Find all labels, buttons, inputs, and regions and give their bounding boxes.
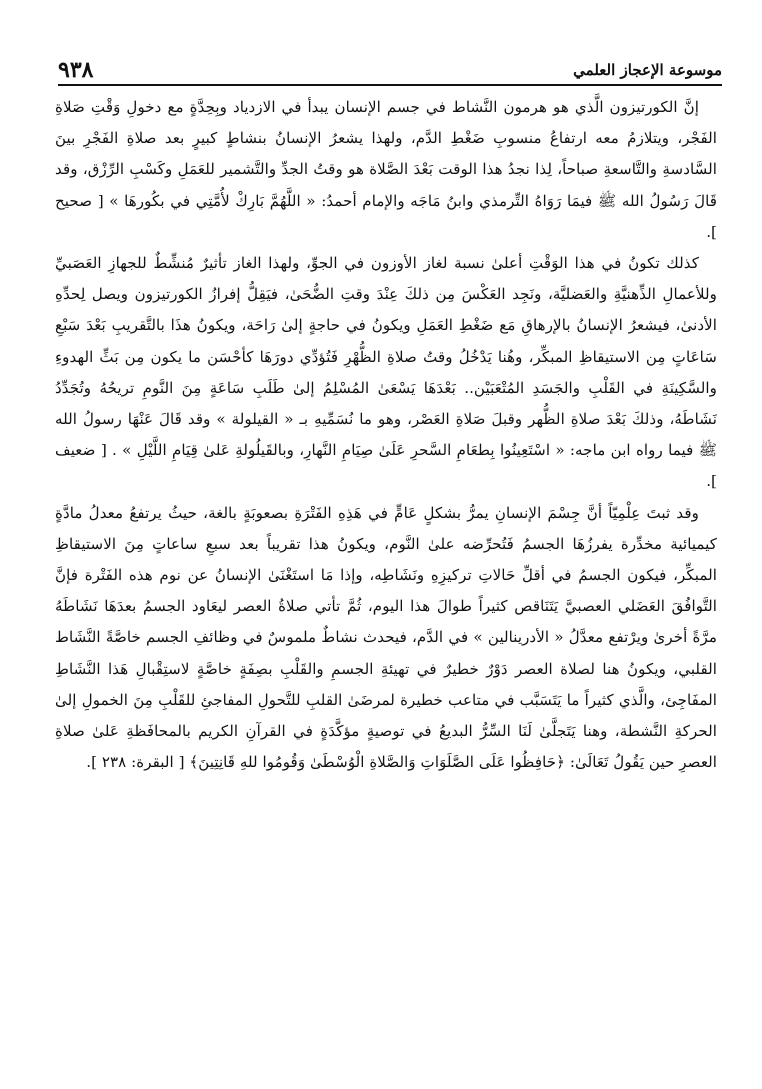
paragraph-morning-cortisol: إنَّ الكورتيزون الَّذي هو هرمون النَّشاط في جسم الإنسان يبدأ في الازدياد وبِحِدَّةٍ مع دخولِ وَقْتِ صَلاةِ الفَجْر، ويتلازمُ معه ارتفاعُ منسوبِ ضَغْطِ الدَّم، ولهذا يشعرُ الإنسانُ بنشاطٍ كبيرٍ بعد صلاةِ الفَجْرِ بينَ السَّادسةِ والتَّاسعةِ صباحاً، لِذا نجدُ هذا الوقت بَعْدَ الصَّلاة هو وقتُ الجدِّ والتَّشمير للعَمَلِ وكَسْبِ الرِّزْق، وقد قَالَ رَسُولُ الله ﷺ فيمَا رَوَاهُ التِّرمذي وابنُ مَاجَه والإمام أحمدُ: « اللَّهُمَّ بَارِكْ لأُمَّتِي في بكُورهَا » [ صحيح ]. [55, 98, 717, 241]
paragraph-ozone-noon-rest: كذلك تكونُ في هذا الوَقْتِ أعلىٰ نسبة لغاز الأوزون في الجوِّ، ولهذا الغاز تأثيرٌ مُنشِّطٌ للجهازِ العَصَبيِّ وللأعمالِ الذِّهنيَّةِ والعَضليَّة، ونَجِد العَكْسَ مِن ذلكَ عِنْدَ وقتِ الضُّحَىٰ، فيَقِلُّ إفرازُ الكورتيزون ويصل لِحدِّهِ الأدنىٰ، فيشعرُ الإنسانُ بالإرهاقِ مَع ضَغْطِ العَمَلِ ويكونُ في حاجةٍ إلىٰ رَاحَة، ويكونُ هذَا بالتَّقريبِ بَعْدَ سَبْعِ سَاعَاتٍ مِن الاستيقاظِ المبكِّر، وهُنا يَدْخُلُ وقتُ صلاةِ الظُّهْرِ فَتُؤدِّي دورَهَا كأحْسَن ما يكون مِن بَثِّ الهدوءِ والسَّكِينَةِ في القَلْبِ والجَسَدِ المُتْعَبَيْن.. بَعْدَهَا يَسْعَىٰ المُسْلِمُ إلىٰ طَلَبِ سَاعَةٍ مِنَ النَّومِ تريحُهُ وتُجَدِّدُ نَشَاطَهُ، وذلكَ بَعْدَ صلاةِ الظُّهر وقبلَ صَلاةِ العَصْر، وهو ما نُسَمِّيهِ بـ « القيلولة » وقد قَالَ عَنْهَا رسولُ الله ﷺ فيما رواه ابن ماجه: « اسْتَعِينُوا بِطعَامِ السَّحرِ عَلَىٰ صِيَامِ النَّهارِ، وبالقَيلُولةِ عَلىٰ قِيَامِ اللَّيْلِ » . [ ضعيف ]. [55, 254, 717, 491]
paragraph-asr-prayer: وقد ثبتَ عِلْمِيّاً أنَّ جِسْمَ الإنسانِ يمرُّ بشكلٍ عَامٍّ في هَذِهِ الفَتْرَةِ بصعوبَةٍ بالغة، حيثُ يرتفعُ معدلُ مادَّةٍ كيميائية مخدِّرة يفرزُهَا الجسمُ فَتُحرِّضه علىٰ النَّوم، ويكونُ هذا تقريباً بعد سبعِ ساعاتٍ مِنَ الاستيقاظِ المبكِّر، فيكون الجسمُ في أقلِّ حَالاتِ تركيزِهِ ونَشَاطِه، وإذا مَا استَغْنَىٰ الإنسانُ عن نوم هذه الفَتْرة فإنَّ التَّوافُقَ العَضَلي العصبيَّ يَتَنَاقص كثيراً طوالَ هذا اليوم، ثُمَّ تأتي صلاةُ العصر ليعَاود الجسمُ بعدَهَا نَشَاطَهُ مرَّةً أخرىٰ ويرْتفع معدَّلُ « الأدرينالين » في الدَّم، فيحدث نشاطٌ ملموسٌ في وظائفِ الجسم خاصَّةً النَّشَاط القلبي، ويكونُ هنا لصلاة العصر دَوْرٌ خطيرٌ في تهيئةِ الجسمِ والقَلْبِ بصِفَةٍ خاصَّةٍ لاستِقْبالِ هَذا النَّشَاطِ المفَاجِئ، والَّذي كثيراً ما يَتَسَبَّب في متاعب خطيرة لمرضَىٰ القلبِ للتَّحولِ المفاجئِ للقَلْبِ مِنَ الخمولِ إلىٰ الحركةِ النَّشطة، وهنا يَتَجلَّىٰ لَنَا السِّرُّ البديعُ في توصيةٍ مؤكَّدَةٍ في القرآنِ الكريم بالمحافَظةِ عَلىٰ صلاةِ العصرِ حين يَقُولُ تَعَالَىٰ: ﴿حَافِظُوا عَلَى الصَّلَوَاتِ وَالصَّلاةِ الْوُسْطَىٰ وَقُومُوا للهِ قَانِتِينَ﴾ [ البقرة: ٢٣٨ ]. [55, 503, 717, 772]
page-number: ٩٣٨ [58, 57, 94, 83]
page-header [58, 52, 722, 84]
header-divider [58, 84, 722, 86]
running-title: موسوعة الإعجاز العلمي [573, 61, 722, 79]
article-body [55, 92, 717, 778]
